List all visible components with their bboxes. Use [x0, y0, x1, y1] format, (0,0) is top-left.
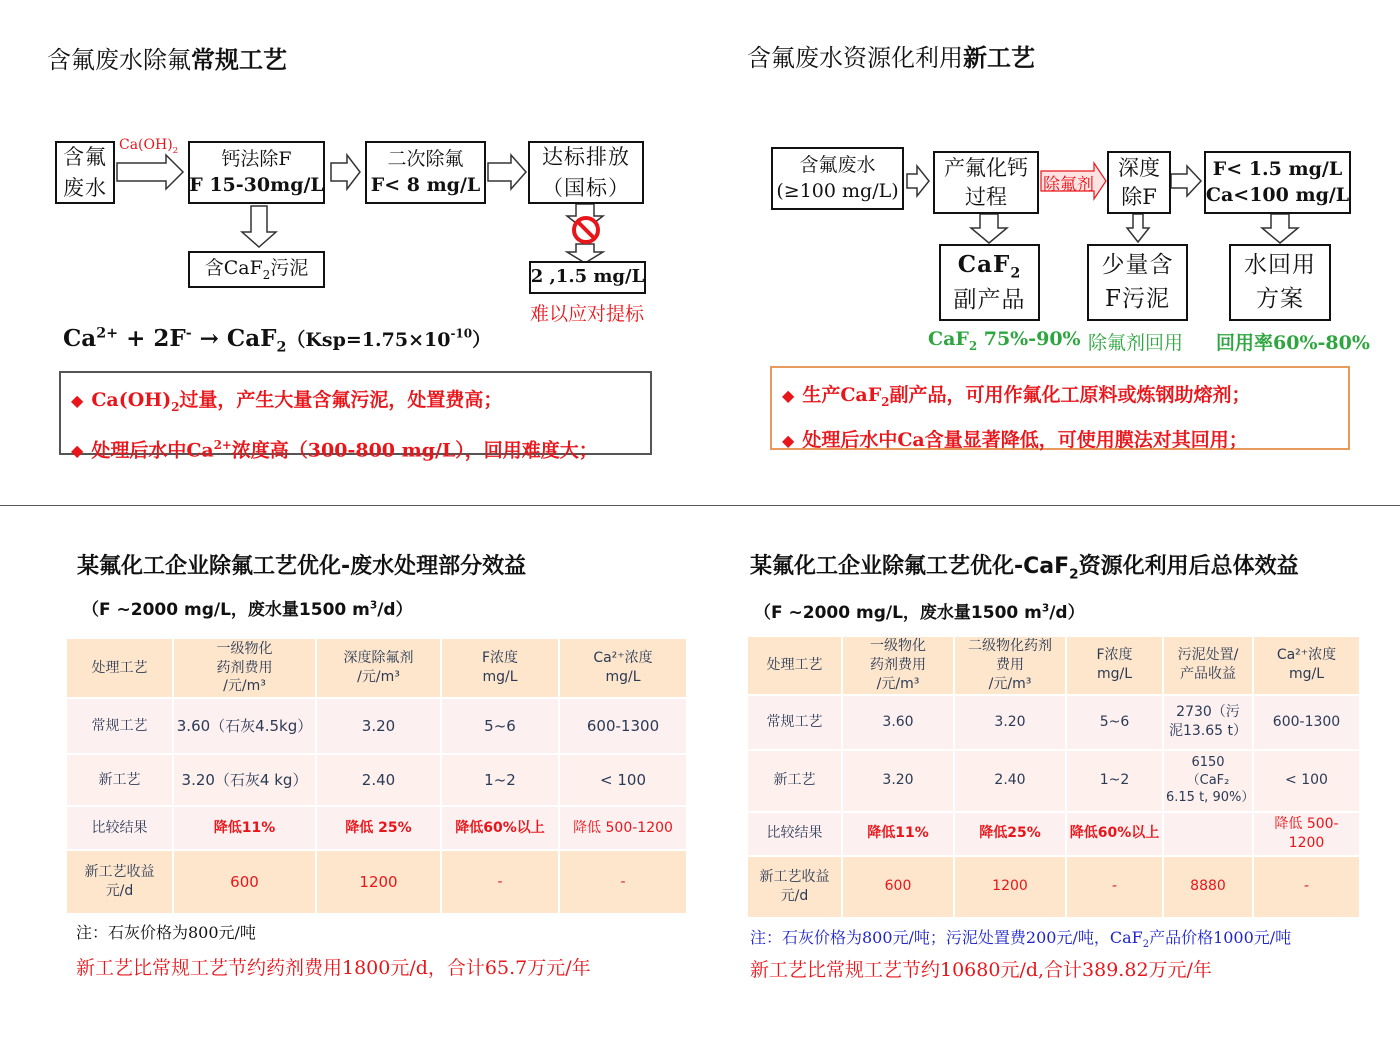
target-box: 2 ,1.5 mg/L — [529, 261, 646, 294]
left-summary: 新工艺比常规工艺节约药剂费用1800元/d，合计65.7万元/年 — [76, 957, 591, 979]
table-cell: - — [559, 850, 687, 914]
table-cell: 5~6 — [441, 698, 559, 754]
table-cell: - — [441, 850, 559, 914]
table-cell: 1~2 — [441, 754, 559, 806]
left-benefit-table — [65, 637, 688, 915]
right-bullets: ◆ 生产CaF$_2$副产品，可用作氟化工原料或炼钢助熔剂； ◆ 处理后水中Ca含量显著降低，可使用膜法对其回用； — [770, 366, 1350, 450]
header-cell: 污泥处置/ 产品收益 — [1163, 636, 1253, 695]
new-input-box: 含氟废水 (≥100 mg/L) — [771, 147, 904, 210]
header-cell: F浓度 mg/L — [1066, 636, 1163, 695]
step2-box: 二次除氟 F< 8 mg/L — [365, 141, 486, 204]
table-row — [66, 754, 687, 806]
arrow-icon — [1171, 166, 1201, 196]
table-cell: 3.20 — [842, 750, 954, 812]
step3-box: 达标排放 （国标） — [528, 141, 644, 204]
table-row — [66, 698, 687, 754]
arrow-icon — [1127, 214, 1149, 242]
table-cell: 600 — [173, 850, 316, 914]
reuse-rate-label: 回用率60%-80% — [1216, 332, 1370, 354]
arrow-icon — [971, 214, 1007, 243]
new-step2-box: 深度 除F — [1107, 151, 1171, 214]
left-footnote: 注：石灰价格为800元/吨 — [76, 923, 256, 942]
right-table-title: 某氟化工企业除氟工艺优化-CaF$_2$资源化利用后总体效益 — [750, 554, 1299, 583]
table-cell: 新工艺收益 元/d — [66, 850, 173, 914]
header-cell: 处理工艺 — [66, 638, 173, 698]
table-row — [66, 806, 687, 850]
table-cell: 新工艺 — [747, 750, 842, 812]
table-row — [747, 812, 1360, 856]
byproduct-label: CaF$_2$ 75%-90% — [928, 328, 1081, 353]
new-reagent-label: 除氟剂 — [1043, 175, 1094, 195]
left-bullets: ◆ $Ca(OH)_2$过量，产生大量含氟污泥，处置费高； ◆ 处理后水中$Ca^{2+}$浓度高（300-800 mg/L），回用难度大； — [59, 371, 652, 455]
header-cell: Ca²⁺浓度 mg/L — [1253, 636, 1360, 695]
table-cell: 3.20 — [316, 698, 441, 754]
table-cell: 降低60%以上 — [441, 806, 559, 850]
table-cell: 6150 （CaF₂ 6.15 t, 90%） — [1163, 750, 1253, 812]
input-box: 含氟 废水 — [55, 141, 115, 204]
byproduct-box: CaF$_2$ 副产品 — [939, 244, 1040, 321]
header-cell: 处理工艺 — [747, 636, 842, 695]
right-summary: 新工艺比常规工艺节约10680元/d,合计389.82万元/年 — [750, 959, 1212, 981]
table-cell: < 100 — [1253, 750, 1360, 812]
sludge-out-box: 少量含 F污泥 — [1087, 244, 1188, 321]
table-cell: 新工艺收益 元/d — [747, 856, 842, 918]
table-cell: 1200 — [316, 850, 441, 914]
header-cell: 一级物化 药剂费用 /元/m³ — [842, 636, 954, 695]
table-cell: 新工艺 — [66, 754, 173, 806]
diamond-icon: ◆ — [782, 386, 795, 405]
header-cell: 深度除氟剂 /元/m³ — [316, 638, 441, 698]
left-diagram-title: 含氟废水除氟常规工艺 — [47, 46, 287, 74]
table-cell: 3.20（石灰4 kg） — [173, 754, 316, 806]
table-header-row — [747, 636, 1360, 695]
right-diagram-title: 含氟废水资源化利用新工艺 — [747, 44, 1035, 72]
table-cell: 600-1300 — [559, 698, 687, 754]
table-cell: 5~6 — [1066, 695, 1163, 750]
table-cell: 降低11% — [842, 812, 954, 856]
header-cell: 二级物化药剂 费用 /元/m³ — [954, 636, 1066, 695]
right-benefit-table — [746, 635, 1361, 919]
table-cell: 1~2 — [1066, 750, 1163, 812]
header-cell: F浓度 mg/L — [441, 638, 559, 698]
table-cell: < 100 — [559, 754, 687, 806]
table-cell: 3.20 — [954, 695, 1066, 750]
left-table-subtitle: （F ~2000 mg/L，废水量1500 $m^3/d$） — [82, 599, 413, 620]
table-row — [747, 750, 1360, 812]
table-cell: 1200 — [954, 856, 1066, 918]
table-row — [747, 695, 1360, 750]
arrow-icon — [1262, 214, 1298, 243]
table-cell: 降低 500- 1200 — [1253, 812, 1360, 856]
header-cell: 一级物化 药剂费用 /元/m³ — [173, 638, 316, 698]
table-cell: 600-1300 — [1253, 695, 1360, 750]
table-cell — [1163, 812, 1253, 856]
new-step3-box: F< 1.5 mg/L Ca<100 mg/L — [1204, 151, 1351, 214]
table-cell: 降低 25% — [316, 806, 441, 850]
table-cell: 常规工艺 — [747, 695, 842, 750]
table-header-row — [66, 638, 687, 698]
table-row — [66, 850, 687, 914]
table-cell: 8880 — [1163, 856, 1253, 918]
reagent-label: $Ca(OH)_2$ — [119, 137, 179, 156]
reuse-box: 水回用 方案 — [1229, 244, 1331, 321]
sludge-box: 含CaF$_2$污泥 — [188, 251, 325, 288]
step1-box: 钙法除F F 15-30mg/L — [188, 141, 325, 204]
table-cell: - — [1253, 856, 1360, 918]
table-cell: 比较结果 — [66, 806, 173, 850]
reagent-reuse-label: 除氟剂回用 — [1088, 332, 1184, 354]
table-cell: 2.40 — [954, 750, 1066, 812]
right-footnote: 注：石灰价格为800元/吨；污泥处置费200元/吨，CaF$_2$产品价格1000元/吨 — [750, 928, 1292, 951]
arrow-icon — [907, 166, 929, 196]
table-cell: 600 — [842, 856, 954, 918]
right-table-subtitle: （F ~2000 mg/L，废水量1500 $m^3/d$） — [754, 602, 1085, 623]
table-row — [747, 856, 1360, 918]
table-cell: 2730（污 泥13.65 t） — [1163, 695, 1253, 750]
table-cell: 降低11% — [173, 806, 316, 850]
table-cell: - — [1066, 856, 1163, 918]
diamond-icon: ◆ — [71, 391, 84, 410]
diamond-icon: ◆ — [71, 441, 84, 461]
table-cell: 2.40 — [316, 754, 441, 806]
table-cell: 降低 500-1200 — [559, 806, 687, 850]
new-step1-box: 产氟化钙 过程 — [933, 151, 1039, 214]
header-cell: Ca²⁺浓度 mg/L — [559, 638, 687, 698]
table-cell: 常规工艺 — [66, 698, 173, 754]
table-cell: 降低60%以上 — [1066, 812, 1163, 856]
section-divider — [0, 505, 1400, 506]
target-note: 难以应对提标 — [530, 303, 645, 325]
left-table-title: 某氟化工企业除氟工艺优化-废水处理部分效益 — [77, 554, 527, 579]
table-cell: 3.60（石灰4.5kg） — [173, 698, 316, 754]
reaction-equation: $Ca^{2+} + 2F^- \to CaF_2(Ksp=1.75\times 10^{-10})$ — [63, 325, 492, 356]
table-cell: 降低25% — [954, 812, 1066, 856]
table-cell: 3.60 — [842, 695, 954, 750]
diamond-icon: ◆ — [782, 430, 795, 450]
table-cell: 比较结果 — [747, 812, 842, 856]
